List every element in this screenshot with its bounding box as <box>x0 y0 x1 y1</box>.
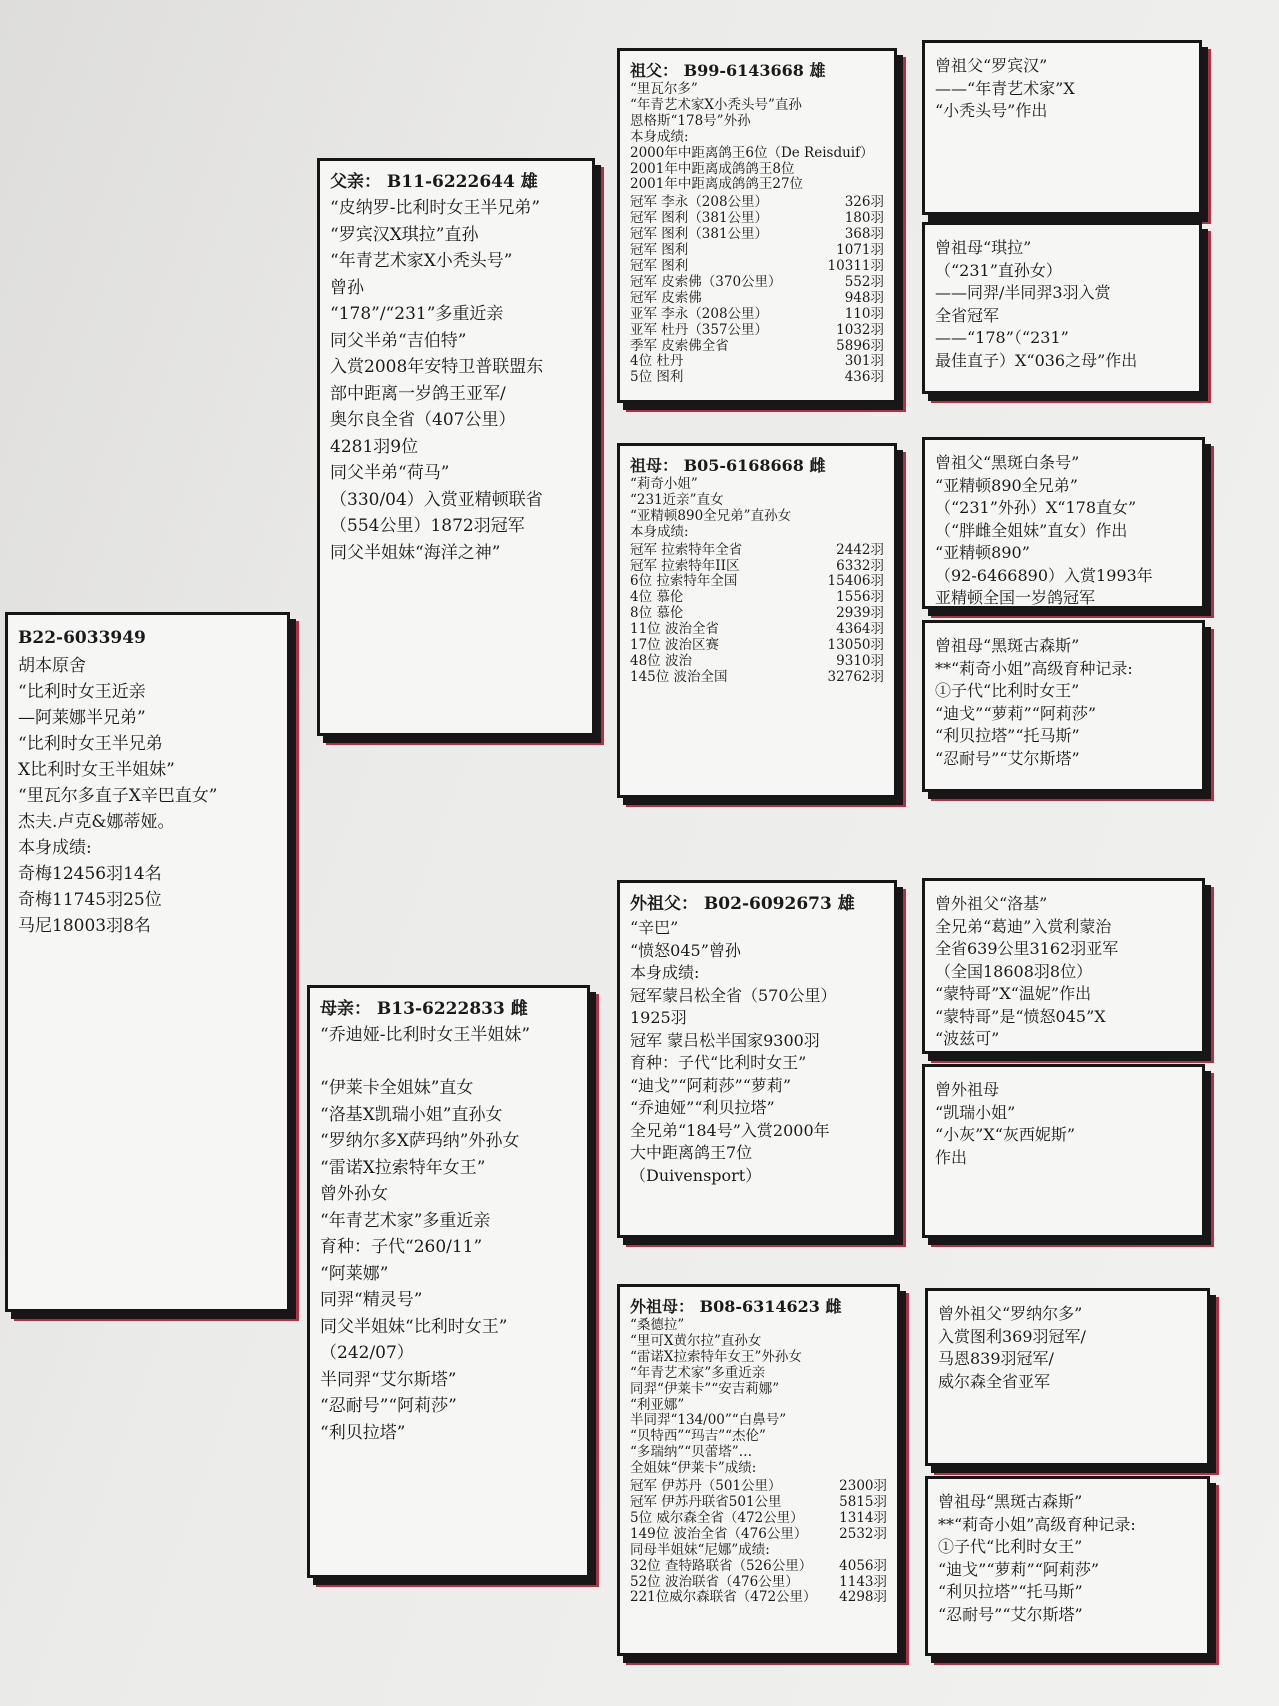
text-line: “利贝拉塔”“托马斯” <box>938 1582 1083 1601</box>
text-line: 2000年中距离鸽王6位（De Reisduif） <box>630 144 874 161</box>
record-row <box>630 195 884 211</box>
text-line: 奥尔良全省（407公里） <box>330 410 516 430</box>
paternal-grandfather-records <box>630 195 884 386</box>
record-count: 9310羽 <box>836 652 884 669</box>
record-row <box>630 354 884 370</box>
text-line: “凯瑞小姐” <box>935 1102 1016 1122</box>
subject-card <box>5 612 290 1312</box>
record-count: 2442羽 <box>836 541 884 558</box>
maternal-grandmother-records <box>630 1479 887 1606</box>
mother-card <box>307 985 590 1578</box>
record-label: 149位 波治全省（476公里） <box>630 1525 808 1542</box>
record-label: 145位 波治全国 <box>630 668 728 685</box>
record-count: 4298羽 <box>839 1589 887 1606</box>
paternal-grandmother-records <box>630 543 884 686</box>
text-line: （“231”直孙女） <box>935 260 1062 280</box>
text-line: 育种：子代“260/11” <box>320 1237 483 1257</box>
text-line: “洛基X凯瑞小姐”直孙女 <box>320 1104 503 1125</box>
maternal-grandfather-title: 外祖父： B02-6092673 雄 <box>630 894 855 914</box>
text-line: 全省639公里3162羽亚军 <box>935 939 1119 958</box>
text-line: “亚精顿890全兄弟”直孙女 <box>630 507 792 524</box>
text-line: 冠军蒙吕松全省（570公里） <box>630 985 837 1005</box>
record-row <box>630 1511 887 1527</box>
record-count: 948羽 <box>844 289 884 306</box>
text-line: “年青艺术家”多重近亲 <box>320 1210 491 1231</box>
record-count: 1314羽 <box>839 1509 887 1526</box>
record-label: 冠军 皮索佛 <box>630 289 702 306</box>
record-count: 2532羽 <box>839 1525 887 1542</box>
record-count: 1556羽 <box>836 589 884 606</box>
text-line: “利贝拉塔” <box>320 1422 406 1443</box>
record-label: 亚军 杜丹（357公里） <box>630 321 769 338</box>
record-label: 冠军 李永（208公里） <box>630 194 769 211</box>
record-row <box>630 370 884 386</box>
record-count: 5815羽 <box>839 1493 887 1510</box>
text-line: ①子代“比利时女王” <box>938 1537 1083 1556</box>
text-line: （330/04）入赏亚精顿联省 <box>330 489 543 510</box>
text-line: “辛巴” <box>630 918 679 937</box>
text-line: 2001年中距离成鸽鸽王27位 <box>630 176 804 193</box>
record-row <box>630 543 884 559</box>
text-line: 曾外祖父“洛基” <box>935 894 1048 913</box>
text-line: ①子代“比利时女王” <box>935 681 1080 700</box>
text-line: “年青艺术家X小秃头号” <box>330 251 513 271</box>
maternal-grandmother-lines <box>630 1318 887 1477</box>
record-row <box>630 275 884 291</box>
text-line: “桑德拉” <box>630 1317 685 1333</box>
record-label: 同母半姐妹“尼娜”成绩: <box>630 1541 770 1558</box>
subject-lines <box>18 653 277 939</box>
text-line: “迪戈”“萝莉”“阿莉莎” <box>938 1559 1100 1579</box>
text-line: “小秃头号”作出 <box>935 101 1048 120</box>
text-line: “里瓦尔多直子X辛巴直女” <box>18 786 218 806</box>
great-grandmother-1-lines <box>935 237 1189 372</box>
record-label: 221位威尔森联省（472公里） <box>630 1589 817 1606</box>
text-line: 曾祖父“黑斑白条号” <box>935 453 1080 472</box>
record-label: 冠军 拉索特年全省 <box>630 541 743 558</box>
record-label: 季军 皮索佛全省 <box>630 337 729 354</box>
text-line: “伊莱卡全姐妹”直女 <box>320 1078 474 1098</box>
record-label: 冠军 图利 <box>630 257 689 274</box>
text-line: 育种：子代“比利时女王” <box>630 1053 807 1072</box>
great-grandfather-3-lines <box>935 893 1192 1051</box>
text-line: “忍耐号”“艾尔斯塔” <box>935 748 1080 768</box>
text-line: 曾外祖父“罗纳尔多” <box>938 1304 1083 1323</box>
text-line: “贝特西”“玛吉”“杰伦” <box>630 1428 766 1445</box>
record-label: 11位 波治全省 <box>630 621 719 638</box>
text-line: ——“年青艺术家”X <box>935 78 1075 98</box>
record-row <box>630 1527 887 1543</box>
record-label: 冠军 伊苏丹联省501公里 <box>630 1493 782 1510</box>
maternal-grandmother-title: 外祖母： B08-6314623 雌 <box>630 1297 842 1316</box>
record-row <box>630 291 884 307</box>
text-line: 全姐妹“伊莱卡”成绩: <box>630 1460 757 1477</box>
text-line: “多瑞纳”“贝蕾塔”… <box>630 1444 753 1461</box>
text-line: 奇梅12456羽14名 <box>18 864 162 884</box>
great-grandfather-1-lines <box>935 55 1189 123</box>
father-title: 父亲： B11-6222644 雄 <box>330 172 538 192</box>
record-label: 48位 波治 <box>630 652 692 669</box>
record-count: 5896羽 <box>836 337 884 354</box>
text-line: 威尔森全省亚军 <box>938 1371 1051 1391</box>
record-row <box>630 1559 887 1575</box>
text-line: “年青艺术家”多重近亲 <box>630 1364 766 1381</box>
text-line: “比利时女王半兄弟 <box>18 734 163 754</box>
text-line: “忍耐号”“阿莉莎” <box>320 1396 457 1416</box>
text-line: “利贝拉塔”“托马斯” <box>935 726 1080 745</box>
subject-ring: B22-6033949 <box>18 628 146 648</box>
record-count: 110羽 <box>844 305 884 322</box>
text-line: 本身成绩: <box>18 838 92 858</box>
record-row <box>630 227 884 243</box>
text-line: 同父半弟“荷马” <box>330 463 450 483</box>
record-label: 冠军 图利（381公里） <box>630 226 769 243</box>
text-line: 作出 <box>935 1147 968 1167</box>
text-line: “里瓦尔多” <box>630 81 698 97</box>
record-count: 4364羽 <box>836 621 884 638</box>
record-count: 368羽 <box>844 226 884 243</box>
record-row <box>630 307 884 323</box>
text-line: “乔迪娅”“利贝拉塔” <box>630 1098 775 1117</box>
text-line: “年青艺术家X小秃头号”直孙 <box>630 96 802 113</box>
great-grandmother-2-card <box>922 620 1205 792</box>
text-line: 入赏图利369羽冠军/ <box>938 1326 1086 1346</box>
text-line: 2001年中距离成鸽鸽王8位 <box>630 160 795 177</box>
record-row <box>630 1543 887 1559</box>
father-card <box>317 158 595 736</box>
text-line: “忍耐号”“艾尔斯塔” <box>938 1604 1083 1624</box>
text-line: ——同羿/半同羿3羽入赏 <box>935 283 1111 302</box>
text-line: “蒙特哥”X“温妮”作出 <box>935 984 1092 1003</box>
record-count: 301羽 <box>844 353 884 370</box>
record-count: 13050羽 <box>827 637 884 654</box>
maternal-grandfather-card <box>617 880 897 1238</box>
record-row <box>630 622 884 638</box>
maternal-grandfather-lines <box>630 917 884 1187</box>
text-line: “178”/“231”多重近亲 <box>330 304 504 324</box>
text-line: （“231”外孙）X“178直女” <box>935 498 1137 517</box>
record-count: 1071羽 <box>836 242 884 259</box>
record-row <box>630 323 884 339</box>
text-line: 大中距离鸽王7位 <box>630 1143 753 1162</box>
text-line: 曾外祖母 <box>935 1080 1000 1099</box>
text-line: 曾祖母“黑斑古森斯” <box>938 1492 1083 1511</box>
record-count: 1143羽 <box>839 1573 887 1590</box>
text-line: **“莉奇小姐”高级育种记录: <box>935 658 1133 678</box>
text-line: 半同羿“134/00”“白鼻号” <box>630 1412 787 1429</box>
text-line: 亚精顿全国一岁鸽冠军 <box>935 588 1096 607</box>
text-line: 马恩839羽冠军/ <box>938 1349 1054 1368</box>
paternal-grandfather-card <box>617 48 897 403</box>
text-line: （554公里）1872羽冠军 <box>330 516 525 536</box>
text-line: 全省冠军 <box>935 305 1000 325</box>
record-row <box>630 211 884 227</box>
father-lines <box>330 195 582 566</box>
text-line: “比利时女王近亲 <box>18 682 146 702</box>
great-grandfather-2-lines <box>935 452 1192 609</box>
great-grandmother-3-card <box>922 1064 1205 1238</box>
record-row <box>630 1479 887 1495</box>
paternal-grandmother-title: 祖母： B05-6168668 雌 <box>630 456 826 475</box>
text-line: 全兄弟“葛迪”入赏利蒙治 <box>935 916 1112 936</box>
record-row <box>630 606 884 622</box>
text-line: **“莉奇小姐”高级育种记录: <box>938 1514 1136 1534</box>
great-grandfather-3-card <box>922 878 1205 1054</box>
great-grandmother-4-card <box>925 1476 1210 1656</box>
text-line: （242/07） <box>320 1343 414 1363</box>
text-line: “迪戈”“萝莉”“阿莉莎” <box>935 703 1097 723</box>
text-line: “莉奇小姐” <box>630 476 698 492</box>
record-label: 4位 杜丹 <box>630 353 684 370</box>
text-line: 半同羿“艾尔斯塔” <box>320 1369 457 1390</box>
text-line: 本身成绩: <box>630 128 689 145</box>
text-line: 1925羽 <box>630 1008 687 1027</box>
record-row <box>630 590 884 606</box>
text-line: 同父半姐妹“海洋之神” <box>330 542 501 563</box>
text-line: “蒙特哥”是“愤怒045”X <box>935 1006 1106 1026</box>
text-line: 同父半姐妹“比利时女王” <box>320 1316 508 1337</box>
text-line: “罗宾汉X琪拉”直孙 <box>330 224 479 245</box>
record-count: 4056羽 <box>839 1557 887 1574</box>
record-label: 5位 图利 <box>630 369 684 386</box>
text-line: （“胖雌全姐妹”直女）作出 <box>935 520 1128 540</box>
record-label: 52位 波治联省（476公里） <box>630 1573 799 1590</box>
text-line: 本身成绩: <box>630 963 700 982</box>
text-line: （92-6466890）入赏1993年 <box>935 565 1153 585</box>
text-line: 入赏2008年安特卫普联盟东 <box>330 357 544 377</box>
text-line: 曾祖父“罗宾汉” <box>935 56 1048 75</box>
text-line: “利亚娜” <box>630 1396 685 1413</box>
record-label: 6位 拉索特年全国 <box>630 573 738 590</box>
record-row <box>630 1495 887 1511</box>
paternal-grandfather-lines <box>630 82 884 193</box>
record-count: 6332羽 <box>836 557 884 574</box>
record-count: 32762羽 <box>827 668 884 685</box>
text-line: （Duivensport） <box>630 1165 762 1185</box>
paternal-grandfather-title: 祖父： B99-6143668 雄 <box>630 61 826 80</box>
text-line: “罗纳尔多X萨玛纳”外孙女 <box>320 1131 520 1151</box>
mother-title: 母亲： B13-6222833 雌 <box>320 999 528 1019</box>
record-count: 15406羽 <box>827 573 884 590</box>
record-row <box>630 259 884 275</box>
text-line: “乔迪娅-比利时女王半姐妹” <box>320 1025 531 1045</box>
text-line: 同父半弟“吉伯特” <box>330 330 467 351</box>
text-line: 曾祖母“琪拉” <box>935 238 1032 257</box>
record-label: 冠军 图利（381公里） <box>630 210 769 227</box>
great-grandmother-1-card <box>922 222 1202 394</box>
text-line: 最佳直子）X“036之母”作出 <box>935 350 1138 370</box>
record-row <box>630 654 884 670</box>
great-grandfather-4-lines <box>938 1303 1197 1393</box>
text-line: “皮纳罗-比利时女王半兄弟” <box>330 198 541 218</box>
record-label: 冠军 伊苏丹（501公里） <box>630 1478 782 1495</box>
record-count: 2300羽 <box>839 1478 887 1495</box>
text-line: “小灰”X“灰西妮斯” <box>935 1125 1076 1144</box>
paternal-grandmother-card <box>617 443 897 798</box>
text-line: “雷诺X拉索特年女王”外孙女 <box>630 1348 802 1365</box>
text-line: 奇梅11745羽25位 <box>18 890 162 910</box>
record-count: 326羽 <box>844 194 884 211</box>
text-line: 同羿“伊莱卡”“安吉莉娜” <box>630 1380 780 1397</box>
text-line: “里可X黄尔拉”直孙女 <box>630 1332 762 1349</box>
text-line: X比利时女王半姐妹” <box>18 760 175 780</box>
text-line: ——“178”（“231” <box>935 328 1069 347</box>
text-line: 胡本原舍 <box>18 656 86 676</box>
text-line: 恩格斯“178号”外孙 <box>630 112 751 129</box>
record-row <box>630 243 884 259</box>
text-line: —阿莱娜半兄弟” <box>18 708 146 728</box>
text-line: “迪戈”“阿莉莎”“萝莉” <box>630 1075 792 1095</box>
text-line: “波兹可” <box>935 1029 1000 1048</box>
text-line: 马尼18003羽8名 <box>18 916 151 936</box>
great-grandfather-1-card <box>922 40 1202 215</box>
record-label: 冠军 图利 <box>630 242 689 259</box>
record-label: 17位 波治区赛 <box>630 637 719 654</box>
text-line: 冠军 蒙吕松半国家9300羽 <box>630 1030 820 1050</box>
record-count: 180羽 <box>844 210 884 227</box>
text-line: 本身成绩: <box>630 523 689 540</box>
record-label: 亚军 李永（208公里） <box>630 305 769 322</box>
great-grandfather-4-card <box>925 1288 1210 1466</box>
record-label: 冠军 皮索佛（370公里） <box>630 273 782 290</box>
great-grandfather-2-card <box>922 437 1205 609</box>
record-row <box>630 1590 887 1606</box>
record-label: 冠军 拉索特年II区 <box>630 557 740 574</box>
text-line: （全国18608羽8位） <box>935 961 1093 981</box>
text-line: “愤怒045”曾孙 <box>630 940 741 960</box>
record-row <box>630 638 884 654</box>
text-line: 4281羽9位 <box>330 436 419 457</box>
text-line: 曾孙 <box>330 277 364 298</box>
text-line: “亚精顿890” <box>935 543 1030 562</box>
record-count: 1032羽 <box>836 321 884 338</box>
maternal-grandmother-card <box>617 1284 900 1656</box>
record-label: 4位 慕伦 <box>630 589 684 606</box>
record-label: 5位 威尔森全省（472公里） <box>630 1509 804 1526</box>
text-line: “雷诺X拉索特年女王” <box>320 1157 486 1178</box>
text-line: 曾祖母“黑斑古森斯” <box>935 636 1080 655</box>
text-line: 全兄弟“184号”入赏2000年 <box>630 1120 830 1140</box>
text-line: “阿莱娜” <box>320 1263 389 1284</box>
great-grandmother-2-lines <box>935 635 1192 770</box>
record-label: 8位 慕伦 <box>630 605 684 622</box>
paternal-grandmother-lines <box>630 477 884 541</box>
record-count: 2939羽 <box>836 605 884 622</box>
text-line <box>320 1049 577 1076</box>
record-count: 10311羽 <box>827 257 884 274</box>
great-grandmother-3-lines <box>935 1079 1192 1169</box>
record-count: 436羽 <box>844 369 884 386</box>
text-line: 同羿“精灵号” <box>320 1290 423 1310</box>
text-line: 杰夫.卢克&娜蒂娅。 <box>18 812 175 832</box>
text-line: 曾外孙女 <box>320 1184 388 1204</box>
record-count: 552羽 <box>844 273 884 290</box>
text-line: 部中距离一岁鸽王亚军/ <box>330 383 506 404</box>
record-label: 32位 查特路联省（526公里） <box>630 1557 813 1574</box>
text-line: “亚精顿890全兄弟” <box>935 475 1078 495</box>
great-grandmother-4-lines <box>938 1491 1197 1626</box>
record-row <box>630 670 884 686</box>
record-row <box>630 574 884 590</box>
text-line: “231近亲”直女 <box>630 491 724 508</box>
mother-lines <box>320 1022 577 1446</box>
